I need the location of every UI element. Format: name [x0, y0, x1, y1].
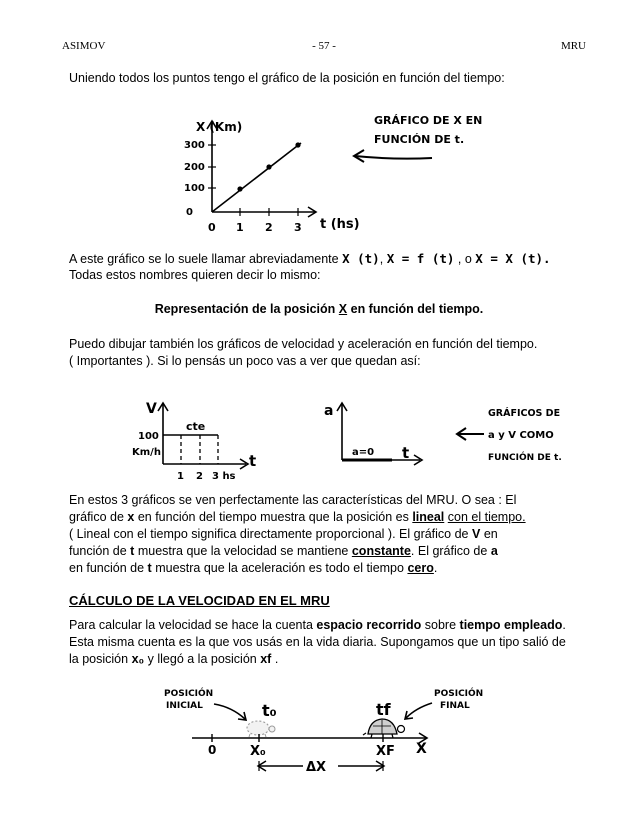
pos-y-tick-300: 300: [184, 140, 205, 151]
initial-note-arrow: [214, 704, 245, 719]
graphs-note-line1: GRÁFICOS DE: [488, 408, 561, 419]
acc-y-label: a: [324, 403, 334, 419]
figure-caption: Representación de la posición X en función del tiempo.: [154, 302, 484, 316]
para4-line1: Para calcular la velocidad se hace la cuenta espacio recorrido sobre tiempo empleado.: [69, 618, 566, 632]
initial-position-note-1: POSICIÓN: [164, 689, 214, 699]
acceleration-graph: [324, 403, 422, 465]
header-page-number: - 57 -: [312, 40, 336, 52]
pos-x-tick-2: 2: [265, 221, 273, 234]
position-note: [354, 114, 482, 162]
x-axis-label: X: [416, 741, 427, 757]
para2-line2: ( Importantes ). Si lo pensás un poco vas a ver que quedan así:: [69, 354, 421, 368]
vel-value-label: 100: [138, 431, 159, 442]
para3-line5: en función de t muestra que la aceleración es todo el tiempo cero.: [69, 561, 438, 575]
initial-position-note-2: INICIAL: [166, 701, 203, 711]
tf-label: tf: [376, 700, 391, 719]
pos-data-line: [212, 143, 301, 212]
motion-diagram: [164, 687, 483, 775]
xf-label: XF: [376, 744, 395, 759]
vel-cte-label: cte: [186, 420, 206, 433]
velocity-graph: [132, 401, 256, 482]
vel-x-label: t: [249, 452, 257, 470]
para3-line2: gráfico de x en función del tiempo muestra que la posición es lineal con el tiempo.: [69, 510, 526, 524]
pos-note-line1: GRÁFICO DE X EN: [374, 114, 483, 127]
position-graph: [184, 120, 360, 234]
vel-x-tick-1: 1: [177, 471, 184, 482]
pos-y-label: X (Km): [196, 120, 243, 134]
vel-x-tick-2: 2: [196, 471, 203, 482]
header-author: ASIMOV: [62, 40, 106, 52]
pos-point-2: [266, 164, 271, 169]
para4-line2: Esta misma cuenta es la que vos usás en la vida diaria. Supongamos que un tipo salió de: [69, 635, 566, 649]
pos-x-tick-3: 3: [294, 221, 302, 234]
vel-unit-label: Km/h: [132, 447, 161, 458]
para4-line3: la posición x₀ y llegó a la posición xf .: [69, 652, 279, 666]
vel-y-label: V: [146, 401, 157, 417]
pos-note-line2: FUNCIÓN DE t.: [374, 133, 465, 146]
pos-point-3: [295, 142, 300, 147]
origin-label: 0: [208, 743, 217, 757]
pos-y-tick-0: 0: [186, 207, 193, 218]
graphs-note-line2: a y V COMO: [488, 430, 554, 441]
pos-x-tick-0: 0: [208, 221, 216, 234]
pos-x-tick-1: 1: [236, 221, 244, 234]
pos-point-1: [237, 186, 242, 191]
intro-text: Uniendo todos los puntos tengo el gráfico de la posición en función del tiempo:: [69, 71, 505, 85]
final-note-arrow: [406, 703, 432, 718]
section-title: CÁLCULO DE LA VELOCIDAD EN EL MRU: [69, 593, 330, 608]
abbrev-line2: Todas estos nombres quieren decir lo mismo:: [69, 268, 321, 282]
para3-line1: En estos 3 gráficos se ven perfectamente las características del MRU. O sea : El: [69, 493, 517, 507]
pos-note-arrow: [355, 156, 432, 159]
acc-value-label: a=0: [352, 447, 375, 458]
delta-x-label: ΔX: [306, 760, 327, 775]
turtle-end-icon: [363, 719, 405, 738]
pos-y-tick-200: 200: [184, 162, 205, 173]
pos-y-tick-100: 100: [184, 183, 205, 194]
graphs-note: [457, 407, 562, 463]
abbrev-line1: A este gráfico se lo suele llamar abreviadamente X (t), X = f (t) , o X = X (t).: [69, 251, 551, 266]
x0-label: X₀: [250, 744, 266, 759]
para3-line3: ( Lineal con el tiempo significa directamente proporcional ). El gráfico de V en: [69, 527, 498, 541]
acc-x-label: t: [402, 444, 410, 462]
t0-label: t₀: [262, 701, 277, 720]
vel-x-tick-3: 3 hs: [212, 471, 236, 482]
graphs-note-line3: FUNCIÓN DE t.: [488, 453, 562, 463]
final-position-note-2: FINAL: [440, 701, 470, 711]
para2-line1: Puedo dibujar también los gráficos de velocidad y aceleración en función del tiempo.: [69, 337, 538, 351]
final-position-note-1: POSICIÓN: [434, 689, 484, 699]
pos-x-label: t (hs): [320, 217, 360, 232]
para3-line4: función de t muestra que la velocidad se mantiene constante. El gráfico de a: [69, 544, 498, 558]
header-topic: MRU: [560, 40, 586, 52]
turtle-start-icon: [247, 721, 275, 737]
